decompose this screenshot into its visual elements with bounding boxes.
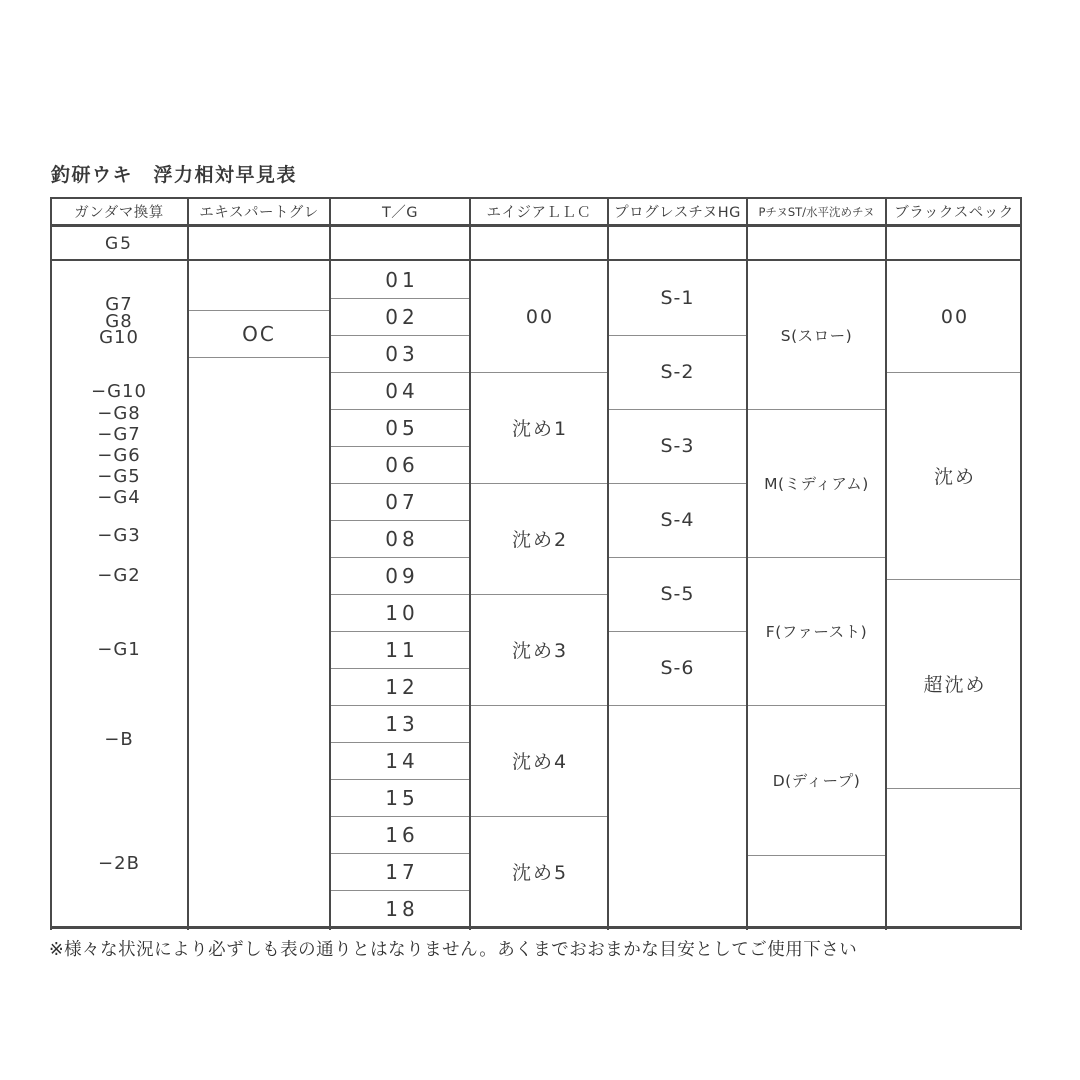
label-gandama: −G4	[97, 487, 141, 508]
cell-llc-0: 00	[525, 305, 555, 328]
cell-g5-row-black	[886, 226, 1022, 261]
cell-tg-6: 07	[385, 489, 419, 514]
cell-tg-17: 18	[385, 896, 419, 921]
header-llc: エイジアＬＬＣ	[486, 205, 592, 221]
cell-g5-row-tg	[330, 226, 470, 261]
cell-pchinu-2: F(ファースト)	[765, 623, 868, 641]
cell-tg-4: 05	[385, 415, 419, 440]
cell-expert-0	[188, 261, 330, 310]
cell-progress-0: S-1	[660, 287, 695, 309]
cell-tg-12: 13	[385, 711, 419, 736]
cell-tg-16: 17	[385, 859, 419, 884]
cell-black-2: 超沈め	[923, 674, 987, 696]
header-progress: プログレスチヌHG	[614, 205, 741, 221]
cell-tg-7: 08	[385, 526, 419, 551]
header-gandama: ガンダマ換算	[74, 205, 164, 221]
cell-g5-row-expert	[188, 226, 330, 261]
column-line	[187, 197, 189, 930]
cell-progress-6	[608, 705, 747, 927]
cell-tg-11: 12	[385, 674, 419, 699]
cell-progress-3: S-4	[660, 509, 695, 531]
cell-progress-5: S-6	[660, 657, 695, 679]
label-gandama: −G2	[97, 565, 141, 586]
major-row-line	[50, 926, 1022, 929]
label-gandama: G7	[105, 294, 133, 315]
label-gandama: −G5	[97, 466, 141, 487]
cell-llc-1: 沈め1	[511, 418, 569, 440]
header-black: ブラックスペック	[894, 205, 1014, 221]
page-title: 釣研ウキ 浮力相対早見表	[51, 164, 298, 186]
label-gandama: G8	[105, 311, 133, 332]
column-line	[885, 197, 887, 930]
cell-expert-1: OC	[242, 321, 276, 346]
column-line	[329, 197, 331, 930]
label-gandama: −G8	[97, 403, 141, 424]
cell-black-1: 沈め	[933, 466, 976, 488]
cell-tg-15: 16	[385, 822, 419, 847]
cell-tg-3: 04	[385, 378, 419, 403]
column-line	[746, 197, 748, 930]
major-row-line	[50, 259, 1022, 261]
cell-tg-2: 03	[385, 341, 419, 366]
column-line	[469, 197, 471, 930]
cell-pchinu-0: S(スロー)	[780, 327, 853, 345]
label-gandama: −G3	[97, 525, 141, 546]
cell-tg-14: 15	[385, 785, 419, 810]
cell-llc-3: 沈め3	[511, 640, 569, 662]
cell-tg-10: 11	[385, 637, 419, 662]
cell-llc-2: 沈め2	[511, 529, 569, 551]
label-gandama: −2B	[98, 853, 140, 874]
cell-gandama-body	[50, 261, 188, 927]
column-line	[607, 197, 609, 930]
cell-g5-row-gandama: G5	[105, 233, 133, 254]
buoyancy-comparison-table	[50, 197, 1022, 930]
cell-g5-row-progress	[608, 226, 747, 261]
label-gandama: −B	[104, 729, 134, 750]
cell-expert-2	[188, 357, 330, 927]
cell-pchinu-4	[747, 855, 886, 927]
label-gandama: −G7	[97, 424, 141, 445]
major-row-line	[50, 197, 1022, 199]
cell-g5-row-pchinu	[747, 226, 886, 261]
cell-black-0: 00	[940, 305, 970, 328]
header-tg: T／G	[381, 205, 419, 221]
major-row-line	[50, 224, 1022, 227]
label-gandama: −G10	[91, 381, 147, 402]
cell-g5-row-llc	[470, 226, 608, 261]
cell-progress-4: S-5	[660, 583, 695, 605]
column-line	[1020, 197, 1022, 930]
label-gandama: −G1	[97, 639, 141, 660]
cell-pchinu-3: D(ディープ)	[772, 772, 861, 790]
header-pchinu: PチヌST/水平沈めチヌ	[758, 204, 875, 219]
cell-tg-13: 14	[385, 748, 419, 773]
cell-pchinu-1: M(ミディアム)	[764, 475, 869, 493]
cell-llc-5: 沈め5	[511, 862, 569, 884]
cell-tg-1: 02	[385, 304, 419, 329]
column-line	[50, 197, 52, 930]
cell-tg-0: 01	[385, 267, 419, 292]
cell-tg-8: 09	[385, 563, 419, 588]
cell-tg-9: 10	[385, 600, 419, 625]
cell-llc-4: 沈め4	[511, 751, 569, 773]
cell-progress-1: S-2	[660, 361, 695, 383]
cell-progress-2: S-3	[660, 435, 695, 457]
header-expert: エキスパートグレ	[199, 205, 319, 221]
label-gandama: −G6	[97, 445, 141, 466]
footnote-disclaimer: ※様々な状況により必ずしも表の通りとはなりません。あくまでおおまかな目安としてご使用下さい	[49, 940, 858, 960]
label-gandama: G10	[99, 327, 139, 348]
cell-black-3	[886, 788, 1022, 927]
cell-tg-5: 06	[385, 452, 419, 477]
